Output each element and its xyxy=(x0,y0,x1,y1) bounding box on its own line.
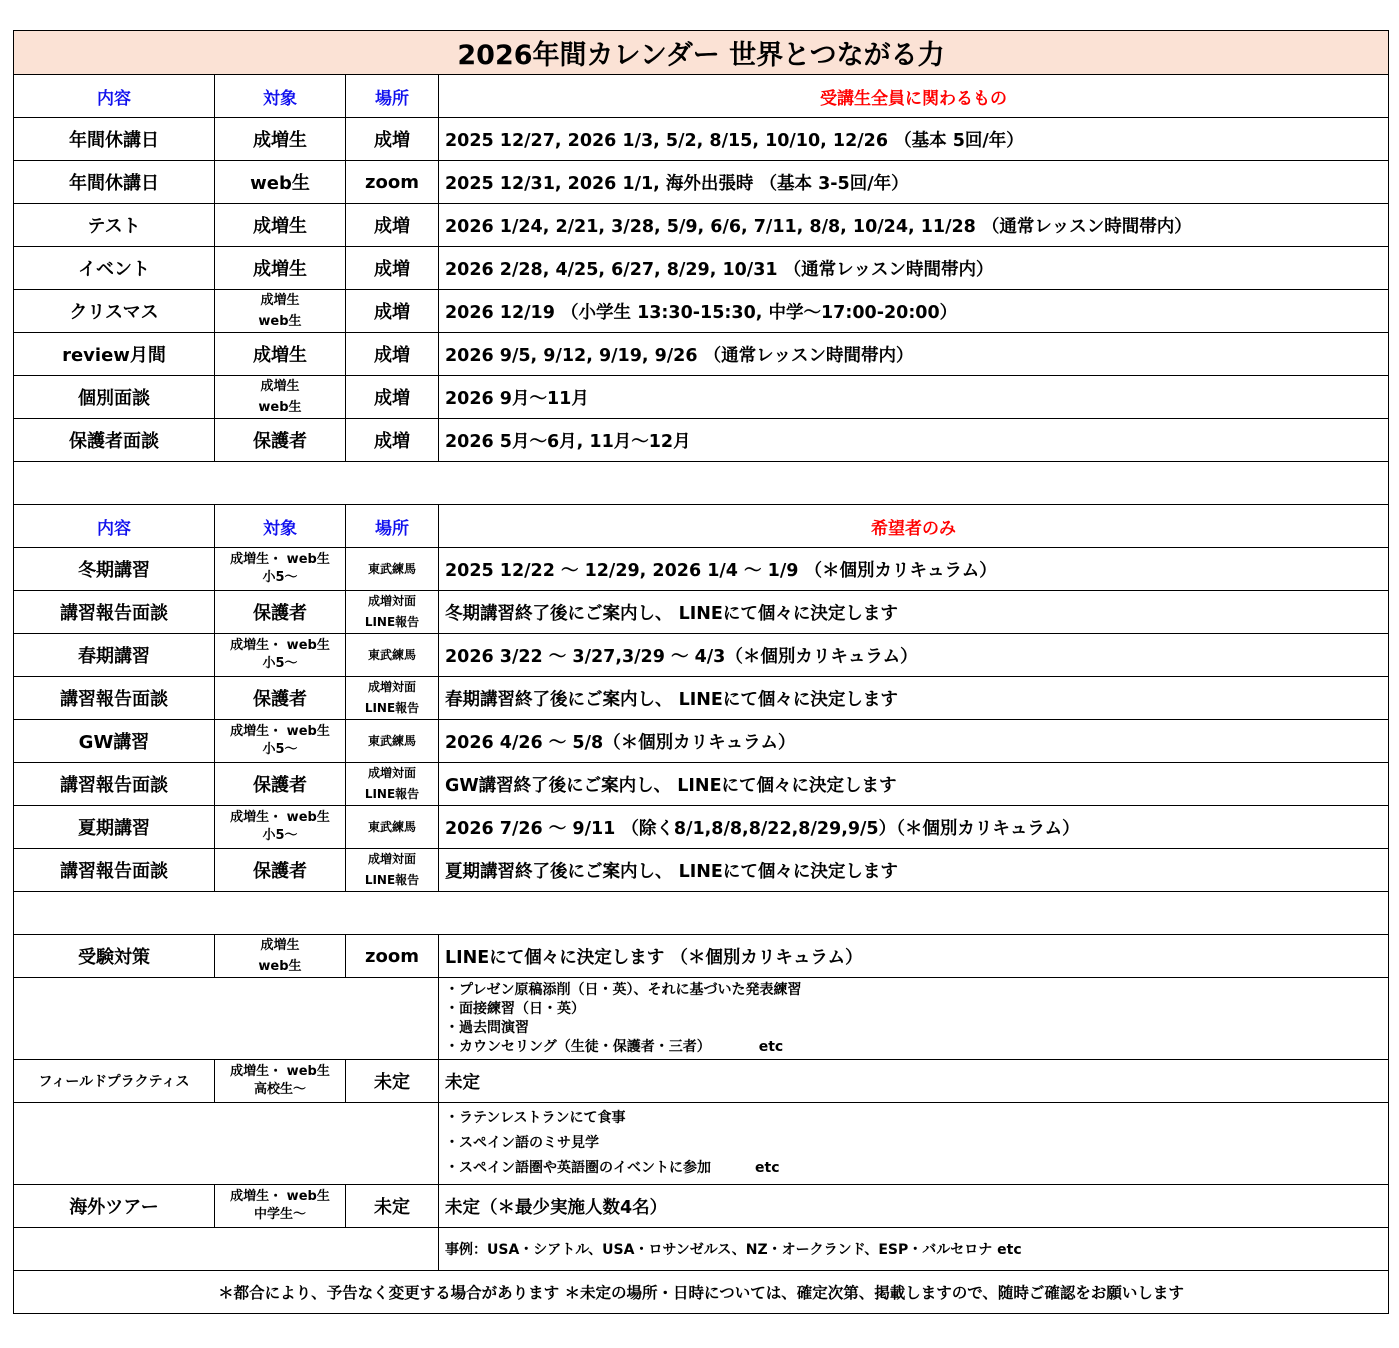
header-all-students: 受講生全員に関わるもの xyxy=(439,75,1389,118)
row-place: 成増 xyxy=(346,118,439,161)
exam-note: ・カウンセリング（生徒・保護者・三者） xyxy=(445,1038,711,1055)
row-desc: 2026 3/22 ～ 3/27,3/29 ～ 4/3（＊個別カリキュラム） xyxy=(439,634,1389,677)
field-note-etc: etc xyxy=(755,1160,780,1176)
row-desc: 2026 9/5, 9/12, 9/19, 9/26 （通常レッスン時間帯内） xyxy=(439,333,1389,376)
field-notes xyxy=(439,1103,1389,1185)
row-place xyxy=(346,849,439,892)
table-row xyxy=(14,720,1389,763)
row-target: 成増生 xyxy=(215,204,346,247)
row-target-line1: 成増生・ web生 xyxy=(230,724,330,739)
row-target-line2: 小5～ xyxy=(262,570,298,585)
exam-target xyxy=(215,935,346,978)
exam-notes xyxy=(439,978,1389,1060)
header-content: 内容 xyxy=(14,505,215,548)
row-name: 講習報告面談 xyxy=(14,591,215,634)
exam-target-line1: 成増生 xyxy=(260,938,300,953)
tour-place: 未定 xyxy=(346,1185,439,1228)
exam-name: 受験対策 xyxy=(14,935,215,978)
table-row xyxy=(14,290,1389,333)
exam-note-last xyxy=(445,1038,1382,1057)
row-target-line2: web生 xyxy=(258,400,302,415)
row-place: 成増 xyxy=(346,376,439,419)
row-name: 年間休講日 xyxy=(14,161,215,204)
exam-note: ・プレゼン原稿添削（日・英）、それに基づいた発表練習 xyxy=(445,981,802,998)
row-target xyxy=(215,548,346,591)
row-place-line1: 成増対面 xyxy=(367,680,416,694)
row-name: 冬期講習 xyxy=(14,548,215,591)
row-target xyxy=(215,634,346,677)
table-row xyxy=(14,118,1389,161)
header-applicants-only: 希望者のみ xyxy=(439,505,1389,548)
row-desc: 2026 2/28, 4/25, 6/27, 8/29, 10/31 （通常レッスン時間帯内） xyxy=(439,247,1389,290)
row-place-line1: 成増対面 xyxy=(367,766,416,780)
table-row xyxy=(14,634,1389,677)
exam-notes-row xyxy=(14,978,1389,1060)
header-place: 場所 xyxy=(346,75,439,118)
row-desc: 2026 5月～6月, 11月～12月 xyxy=(439,419,1389,462)
row-place: 成増 xyxy=(346,247,439,290)
row-target xyxy=(215,806,346,849)
exam-note: ・過去問演習 xyxy=(445,1019,529,1036)
row-place-line2: LINE報告 xyxy=(364,701,420,715)
row-target: 成増生 xyxy=(215,118,346,161)
row-target: 保護者 xyxy=(215,677,346,720)
table-row xyxy=(14,806,1389,849)
row-target: 保護者 xyxy=(215,419,346,462)
tour-target xyxy=(215,1185,346,1228)
row-target-line2: 小5～ xyxy=(262,742,298,757)
row-desc: 2025 12/31, 2026 1/1, 海外出張時 （基本 3-5回/年） xyxy=(439,161,1389,204)
table-row xyxy=(14,376,1389,419)
row-target xyxy=(215,376,346,419)
spacer-cell xyxy=(14,462,1389,505)
table-row xyxy=(14,419,1389,462)
row-desc: 春期講習終了後にご案内し、 LINEにて個々に決定します xyxy=(439,677,1389,720)
tour-target-line1: 成増生・ web生 xyxy=(230,1189,330,1204)
row-name: review月間 xyxy=(14,333,215,376)
footer-row xyxy=(14,1271,1389,1314)
tour-desc: 未定（＊最少実施人数4名） xyxy=(439,1185,1389,1228)
row-name: 講習報告面談 xyxy=(14,849,215,892)
row-target xyxy=(215,720,346,763)
spacer-row xyxy=(14,462,1389,505)
row-target: 保護者 xyxy=(215,849,346,892)
row-name: クリスマス xyxy=(14,290,215,333)
row-place xyxy=(346,591,439,634)
field-target-line1: 成増生・ web生 xyxy=(230,1064,330,1079)
row-place: 成増 xyxy=(346,333,439,376)
row-place: 東武練馬 xyxy=(346,548,439,591)
row-desc: 2026 7/26 ～ 9/11 （除く8/1,8/8,8/22,8/29,9/5）（＊個別カリキュラム） xyxy=(439,806,1389,849)
table-row xyxy=(14,677,1389,720)
field-note: ・スペイン語のミサ見学 xyxy=(445,1135,599,1151)
exam-note: ・面接練習（日・英） xyxy=(445,1000,585,1017)
row-desc: 2026 9月～11月 xyxy=(439,376,1389,419)
row-target: web生 xyxy=(215,161,346,204)
table-row xyxy=(14,935,1389,978)
tour-target-line2: 中学生～ xyxy=(253,1207,306,1222)
row-name: テスト xyxy=(14,204,215,247)
table-row xyxy=(14,333,1389,376)
row-name: 保護者面談 xyxy=(14,419,215,462)
row-place-line1: 成増対面 xyxy=(367,594,416,608)
row-target: 成増生 xyxy=(215,333,346,376)
calendar-table xyxy=(13,30,1389,1314)
row-desc: 2025 12/27, 2026 1/3, 5/2, 8/15, 10/10, 12/26 （基本 5回/年） xyxy=(439,118,1389,161)
table-row xyxy=(14,591,1389,634)
table-row xyxy=(14,763,1389,806)
field-desc: 未定 xyxy=(439,1060,1389,1103)
header-target: 対象 xyxy=(215,505,346,548)
footer-note: ＊都合により、予告なく変更する場合があります ＊未定の場所・日時については、確定次第、掲載しますので、随時ご確認をお願いします xyxy=(14,1271,1389,1314)
tour-note: 事例：USA・シアトル、USA・ロサンゼルス、NZ・オークランド、ESP・バルセロナ etc xyxy=(439,1228,1389,1271)
row-place-line2: LINE報告 xyxy=(364,615,420,629)
exam-place: zoom xyxy=(346,935,439,978)
row-target-line1: 成増生 xyxy=(260,379,300,394)
header-target: 対象 xyxy=(215,75,346,118)
row-target: 保護者 xyxy=(215,763,346,806)
spacer-row xyxy=(14,892,1389,935)
empty-cell xyxy=(14,1103,439,1185)
table-row xyxy=(14,548,1389,591)
row-place: 成増 xyxy=(346,419,439,462)
field-note: ・ラテンレストランにて食事 xyxy=(445,1110,626,1126)
table-row xyxy=(14,247,1389,290)
tour-note-row xyxy=(14,1228,1389,1271)
row-desc: GW講習終了後にご案内し、 LINEにて個々に決定します xyxy=(439,763,1389,806)
row-target-line1: 成増生・ web生 xyxy=(230,810,330,825)
empty-cell xyxy=(14,978,439,1060)
row-target-line2: web生 xyxy=(258,314,302,329)
row-name: 夏期講習 xyxy=(14,806,215,849)
row-name: 講習報告面談 xyxy=(14,677,215,720)
row-name: 年間休講日 xyxy=(14,118,215,161)
table-row xyxy=(14,204,1389,247)
field-target xyxy=(215,1060,346,1103)
title-row xyxy=(14,31,1389,75)
field-notes-row xyxy=(14,1103,1389,1185)
row-desc: 冬期講習終了後にご案内し、 LINEにて個々に決定します xyxy=(439,591,1389,634)
section2-header-row xyxy=(14,505,1389,548)
row-name: GW講習 xyxy=(14,720,215,763)
row-place: 成増 xyxy=(346,290,439,333)
field-note-last xyxy=(445,1156,1382,1181)
row-target-line1: 成増生・ web生 xyxy=(230,552,330,567)
field-note: ・スペイン語圏や英語圏のイベントに参加 xyxy=(445,1160,711,1176)
exam-target-line2: web生 xyxy=(258,959,302,974)
spacer-cell xyxy=(14,892,1389,935)
table-row xyxy=(14,161,1389,204)
exam-desc: LINEにて個々に決定します （＊個別カリキュラム） xyxy=(439,935,1389,978)
row-place xyxy=(346,677,439,720)
row-name: 講習報告面談 xyxy=(14,763,215,806)
row-place: 東武練馬 xyxy=(346,806,439,849)
row-target-line1: 成増生 xyxy=(260,293,300,308)
section1-header-row xyxy=(14,75,1389,118)
tour-name: 海外ツアー xyxy=(14,1185,215,1228)
row-name: 春期講習 xyxy=(14,634,215,677)
row-place: 成増 xyxy=(346,204,439,247)
row-desc: 2026 4/26 ～ 5/8（＊個別カリキュラム） xyxy=(439,720,1389,763)
row-place: zoom xyxy=(346,161,439,204)
page-title: 2026年間カレンダー 世界とつながる力 xyxy=(14,31,1389,75)
row-place xyxy=(346,763,439,806)
row-target-line2: 小5～ xyxy=(262,828,298,843)
row-place-line2: LINE報告 xyxy=(364,873,420,887)
field-target-line2: 高校生～ xyxy=(253,1082,306,1097)
row-name: イベント xyxy=(14,247,215,290)
row-name: 個別面談 xyxy=(14,376,215,419)
field-name: フィールドプラクティス xyxy=(14,1060,215,1103)
row-place: 東武練馬 xyxy=(346,634,439,677)
header-content: 内容 xyxy=(14,75,215,118)
row-place-line1: 成増対面 xyxy=(367,852,416,866)
exam-note-etc: etc xyxy=(758,1038,784,1055)
field-place: 未定 xyxy=(346,1060,439,1103)
row-desc: 2025 12/22 ～ 12/29, 2026 1/4 ～ 1/9 （＊個別カリキュラム） xyxy=(439,548,1389,591)
row-target-line2: 小5～ xyxy=(262,656,298,671)
table-row xyxy=(14,1185,1389,1228)
table-row xyxy=(14,849,1389,892)
header-place: 場所 xyxy=(346,505,439,548)
table-row xyxy=(14,1060,1389,1103)
row-target-line1: 成増生・ web生 xyxy=(230,638,330,653)
row-place: 東武練馬 xyxy=(346,720,439,763)
empty-cell xyxy=(14,1228,439,1271)
row-desc: 2026 1/24, 2/21, 3/28, 5/9, 6/6, 7/11, 8/8, 10/24, 11/28 （通常レッスン時間帯内） xyxy=(439,204,1389,247)
row-target xyxy=(215,290,346,333)
row-target: 保護者 xyxy=(215,591,346,634)
row-place-line2: LINE報告 xyxy=(364,787,420,801)
row-desc: 2026 12/19 （小学生 13:30-15:30, 中学～17:00-20:00） xyxy=(439,290,1389,333)
row-target: 成増生 xyxy=(215,247,346,290)
row-desc: 夏期講習終了後にご案内し、 LINEにて個々に決定します xyxy=(439,849,1389,892)
